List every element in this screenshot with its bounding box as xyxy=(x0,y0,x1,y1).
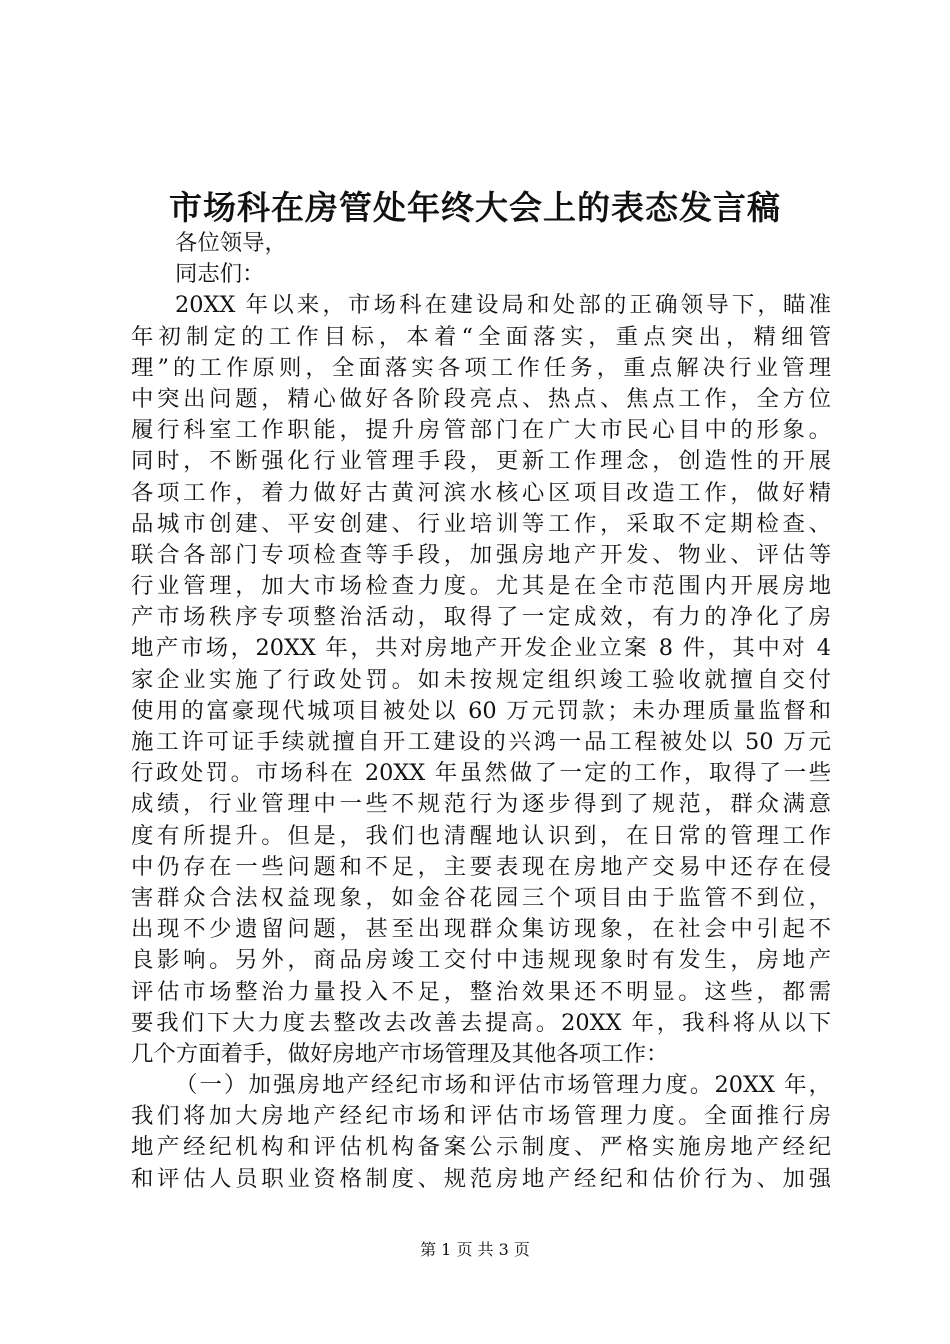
text-line: 品城市创建、平安创建、行业培训等工作，采取不定期检查、 xyxy=(131,510,831,537)
text-line: 施工许可证手续就擅自开工建设的兴鸿一品工程被处以 50 万元 xyxy=(131,729,831,755)
text-line: 出现不少遗留问题，甚至出现群众集访现象，在社会中引起不 xyxy=(131,916,831,943)
text-line: 中突出问题，精心做好各阶段亮点、热点、焦点工作，全方位 xyxy=(131,385,831,412)
text-line: 使用的富豪现代城项目被处以 60 万元罚款；未办理质量监督和 xyxy=(131,697,831,724)
text-line: 理”的工作原则，全面落实各项工作任务，重点解决行业管理 xyxy=(131,354,831,381)
text-line: 害群众合法权益现象，如金谷花园三个项目由于监管不到位， xyxy=(131,884,831,911)
text-line: 行业管理，加大市场检查力度。尤其是在全市范围内开展房地 xyxy=(131,573,831,600)
text-line: 年初制定的工作目标，本着“全面落实，重点突出，精细管 xyxy=(131,323,831,350)
page-footer: 第 1 页 共 3 页 xyxy=(420,1240,530,1259)
text-line: 各位领导， xyxy=(175,230,287,256)
text-line: 联合各部门专项检查等手段，加强房地产开发、物业、评估等 xyxy=(131,541,831,568)
text-line: 履行科室工作职能，提升房管部门在广大市民心目中的形象。 xyxy=(131,417,831,444)
text-line: 几个方面着手，做好房地产市场管理及其他各项工作： xyxy=(131,1040,669,1067)
text-line: 产市场秩序专项整治活动，取得了一定成效，有力的净化了房 xyxy=(131,604,831,631)
text-line: 中仍存在一些问题和不足，主要表现在房地产交易中还存在侵 xyxy=(131,853,831,880)
text-line: （一）加强房地产经纪市场和评估市场管理力度。20XX 年， xyxy=(175,1072,831,1099)
text-line: 地产市场，20XX 年，共对房地产开发企业立案 8 件，其中对 4 xyxy=(131,635,831,662)
document-body xyxy=(131,228,831,1195)
text-line: 同时，不断强化行业管理手段，更新工作理念，创造性的开展 xyxy=(131,448,831,475)
text-line: 和评估人员职业资格制度、规范房地产经纪和估价行为、加强 xyxy=(131,1165,831,1192)
text-line: 我们将加大房地产经纪市场和评估市场管理力度。全面推行房 xyxy=(131,1103,831,1130)
text-line: 20XX 年以来，市场科在建设局和处部的正确领导下，瞄准 xyxy=(175,292,831,319)
text-line: 地产经纪机构和评估机构备案公示制度、严格实施房地产经纪 xyxy=(131,1134,831,1161)
text-line: 各项工作，着力做好古黄河滨水核心区项目改造工作，做好精 xyxy=(131,479,831,506)
text-line: 同志们： xyxy=(175,261,265,288)
text-line: 度有所提升。但是，我们也清醒地认识到，在日常的管理工作 xyxy=(131,822,831,849)
text-line: 要我们下大力度去整改去改善去提高。20XX 年，我科将从以下 xyxy=(131,1009,831,1036)
text-line: 成绩，行业管理中一些不规范行为逐步得到了规范，群众满意 xyxy=(131,791,831,818)
text-line: 行政处罚。市场科在 20XX 年虽然做了一定的工作，取得了一些 xyxy=(131,760,831,787)
text-line: 评估市场整治力量投入不足，整治效果还不明显。这些，都需 xyxy=(131,978,831,1005)
document-title: 市场科在房管处年终大会上的表态发言稿 xyxy=(169,188,781,227)
text-line: 家企业实施了行政处罚。如未按规定组织竣工验收就擅自交付 xyxy=(131,666,831,693)
text-line: 良影响。另外，商品房竣工交付中违规现象时有发生，房地产 xyxy=(131,947,831,974)
